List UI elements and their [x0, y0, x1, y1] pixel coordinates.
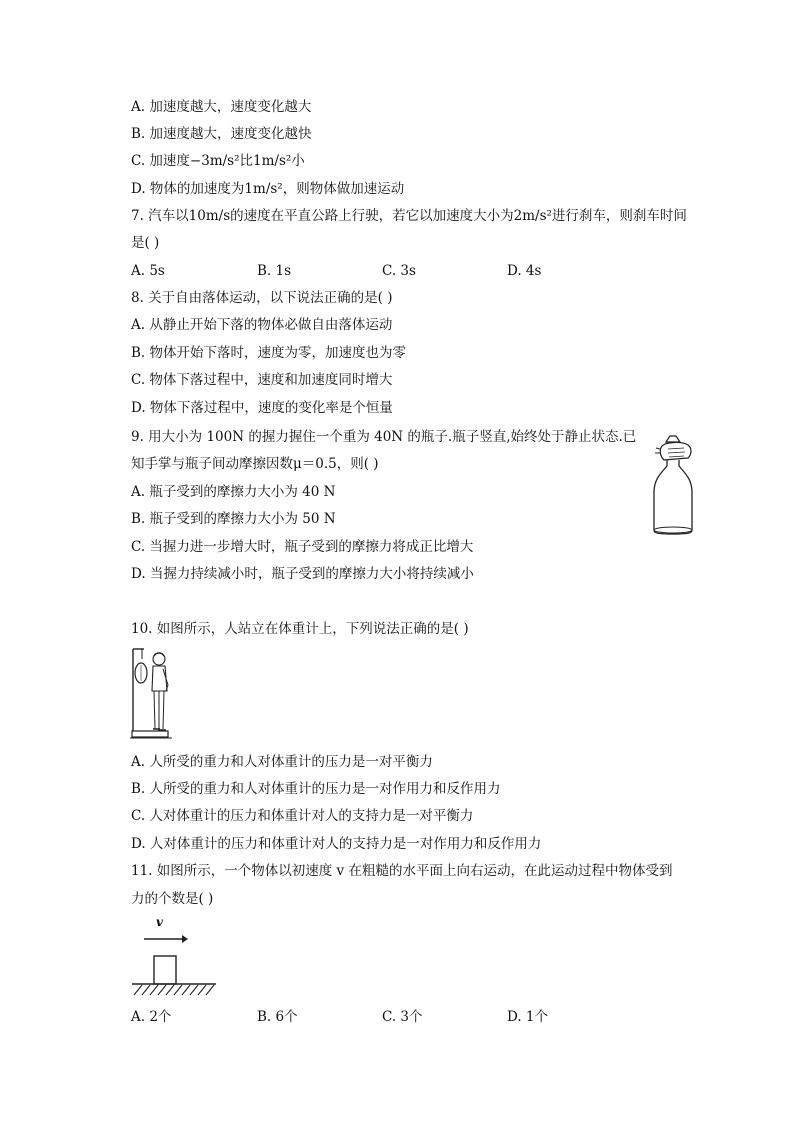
q9-option-c: C. 当握力进一步增大时，瓶子受到的摩擦力将成正比增大 [131, 539, 474, 555]
q7-option-a: A. 5s [131, 263, 165, 279]
q11-stem-line1: 11. 如图所示，一个物体以初速度 v 在粗糙的水平面上向右运动，在此运动过程中物体受到 [131, 863, 673, 879]
q7-stem-line1: 7. 汽车以10m/s的速度在平直公路上行驶，若它以加速度大小为2m/s²进行刹车，则刹车时间 [131, 208, 687, 224]
q11-option-c: C. 3个 [382, 1009, 423, 1025]
q8-option-a: A. 从静止开始下落的物体必做自由落体运动 [131, 317, 393, 333]
q7-option-b: B. 1s [257, 263, 292, 279]
velocity-label: v [156, 915, 163, 929]
q8-option-d: D. 物体下落过程中，速度的变化率是个恒量 [131, 400, 393, 416]
q10-option-b: B. 人所受的重力和人对体重计的压力是一对作用力和反作用力 [131, 781, 501, 797]
q11-option-b: B. 6个 [257, 1009, 298, 1025]
q9-stem-line1: 9. 用大小为 100N 的握力握住一个重为 40N 的瓶子.瓶子竖直,始终处于静止状态.已 [131, 429, 637, 445]
q9-option-b: B. 瓶子受到的摩擦力大小为 50 N [131, 511, 336, 527]
q11-stem-line2: 力的个数是( ) [131, 891, 214, 907]
q10-option-d: D. 人对体重计的压力和体重计对人的支持力是一对作用力和反作用力 [131, 836, 542, 852]
q9-option-a: A. 瓶子受到的摩擦力大小为 40 N [131, 484, 336, 500]
block-on-surface-figure [128, 912, 220, 998]
q6-option-a: A. 加速度越大，速度变化越大 [131, 99, 312, 115]
q11-option-a: A. 2个 [131, 1009, 172, 1025]
q9-stem-line2: 知手掌与瓶子间动摩擦因数μ＝0.5，则( ) [131, 456, 379, 472]
q6-option-b: B. 加速度越大，速度变化越快 [131, 126, 312, 142]
q7-option-d: D. 4s [507, 263, 542, 279]
q7-stem-line2: 是( ) [131, 235, 160, 251]
q9-option-d: D. 当握力持续减小时，瓶子受到的摩擦力大小将持续减小 [131, 566, 474, 582]
q6-option-d: D. 物体的加速度为1m/s²，则物体做加速运动 [131, 181, 405, 197]
q6-option-c: C. 加速度−3m/s²比1m/s²小 [131, 153, 305, 169]
q8-option-c: C. 物体下落过程中，速度和加速度同时增大 [131, 372, 393, 388]
q8-stem: 8. 关于自由落体运动，以下说法正确的是( ) [131, 290, 393, 306]
q11-option-d: D. 1个 [507, 1009, 549, 1025]
q7-option-c: C. 3s [382, 263, 416, 279]
q10-stem: 10. 如图所示，人站立在体重计上，下列说法正确的是( ) [131, 621, 469, 637]
q10-option-a: A. 人所受的重力和人对体重计的压力是一对平衡力 [131, 754, 433, 770]
q10-option-c: C. 人对体重计的压力和体重计对人的支持力是一对平衡力 [131, 808, 474, 824]
bottle-hand-figure [648, 432, 698, 536]
person-on-scale-figure [128, 645, 188, 741]
q8-option-b: B. 物体开始下落时，速度为零，加速度也为零 [131, 345, 407, 361]
